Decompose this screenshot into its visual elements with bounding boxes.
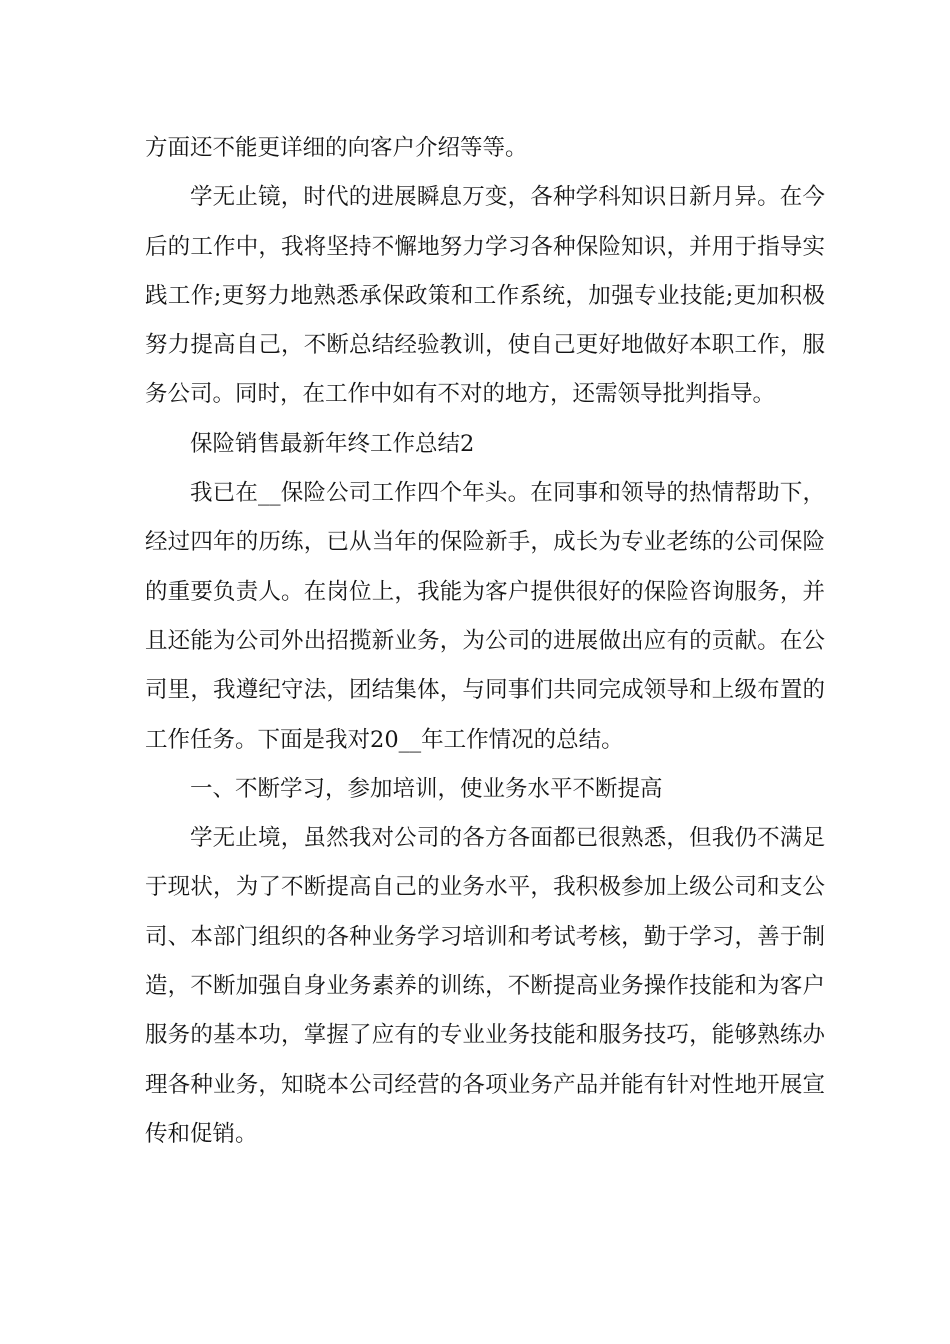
- subsection-heading: 一、不断学习，参加培训，使业务水平不断提高: [190, 775, 663, 802]
- document-body: [145, 124, 825, 1159]
- paragraph-training: 学无止境，虽然我对公司的各方各面都已很熟悉，但我仍不满足于现状，为了不断提高自己的业务水平，我积极参加上级公司和支公司、本部门组织的各种业务学习培训和考试考核，勤于学习，善于制造，不断加强自身业务素养的训练，不断提高业务操作技能和为客户服务的基本功，掌握了应有的专业业务技能和服务技巧，能够熟练办理各种业务，知晓本公司经营的各项业务产品并能有针对性地开展宣传和促销。: [145, 825, 825, 1147]
- paragraph-learning: 学无止镜，时代的进展瞬息万变，各种学科知识日新月异。在今后的工作中，我将坚持不懈地努力学习各种保险知识，并用于指导实践工作;更努力地熟悉承保政策和工作系统，加强专业技能;更加积极努力提高自己，不断总结经验教训，使自己更好地做好本职工作，服务公司。同时，在工作中如有不对的地方，还需领导批判指导。: [145, 184, 825, 408]
- paragraph-continuation: 方面还不能更详细的向客户介绍等等。: [145, 135, 528, 161]
- paragraph-introduction: 我已在__保险公司工作四个年头。在同事和领导的热情帮助下，经过四年的历练，已从当年的保险新手，成长为专业老练的公司保险的重要负责人。在岗位上，我能为客户提供很好的保险咨询服务，并且还能为公司外出招揽新业务，为公司的进展做出应有的贡献。在公司里，我遵纪守法，团结集体，与同事们共同完成领导和上级布置的工作任务。下面是我对20__年工作情况的总结。: [145, 480, 825, 753]
- section-heading: 保险销售最新年终工作总结2: [190, 430, 475, 457]
